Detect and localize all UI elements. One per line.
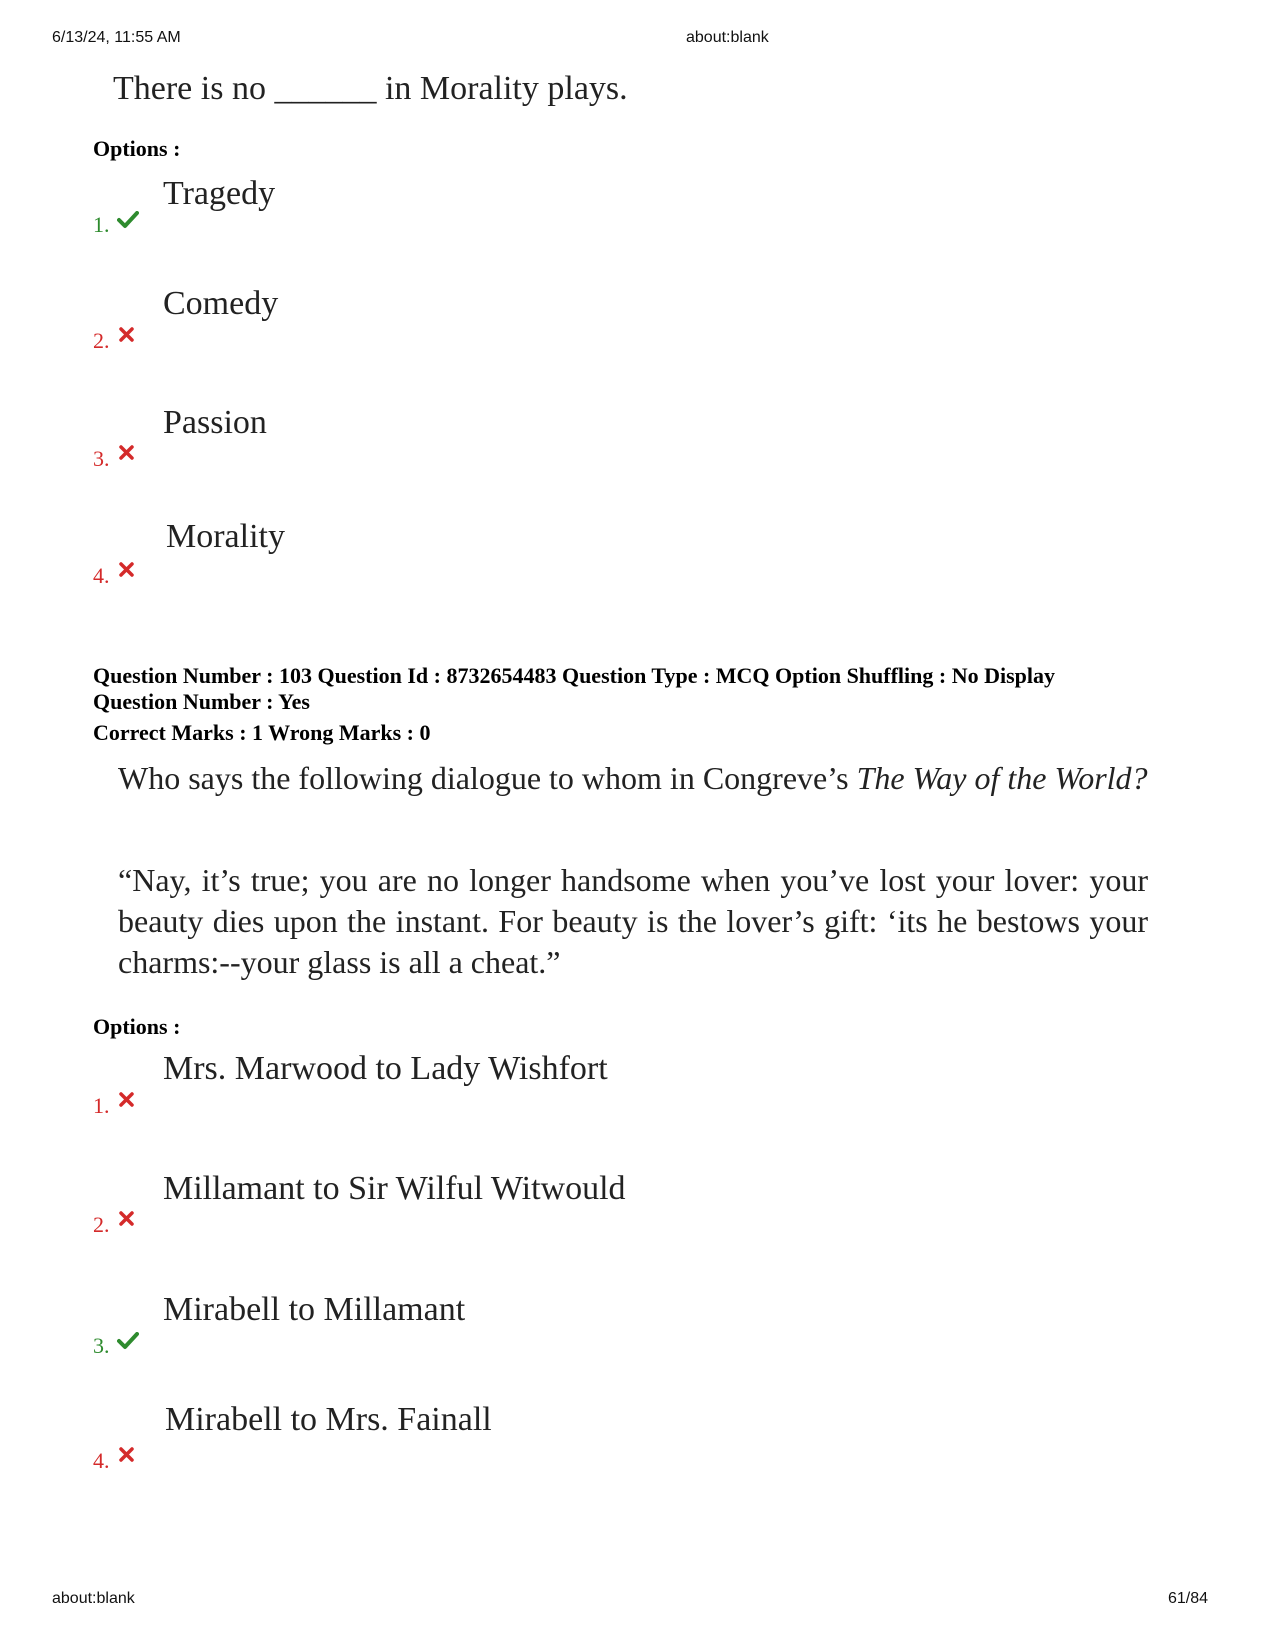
option-number: 1.	[93, 1093, 110, 1118]
stem-text-after: in Morality plays.	[376, 70, 628, 107]
option-text: Passion	[163, 404, 267, 441]
option-number: 3.	[93, 1333, 110, 1358]
option-text: Comedy	[163, 285, 279, 322]
prompt-title-italic: The Way of the World?	[856, 760, 1148, 796]
print-datetime: 6/13/24, 11:55 AM	[52, 29, 181, 46]
question-meta-line1: Question Number : 103 Question Id : 8732654483 Question Type : MCQ Option Shuffling : No Display	[93, 663, 1056, 688]
cross-icon	[119, 327, 134, 342]
check-icon	[117, 211, 139, 229]
option-number: 1.	[93, 212, 110, 237]
cross-icon	[119, 445, 134, 460]
option-number: 4.	[93, 1448, 110, 1473]
option-number: 2.	[93, 328, 110, 353]
page-number: 61/84	[1168, 1590, 1209, 1607]
option-text: Mirabell to Mrs. Fainall	[165, 1401, 492, 1438]
check-icon	[117, 1332, 139, 1350]
prompt-text: Who says the following dialogue to whom in Congreve’s	[118, 760, 857, 796]
options-label: Options :	[93, 136, 181, 161]
cross-icon	[119, 1211, 134, 1226]
print-url: about:blank	[686, 29, 769, 46]
stem-text-before: There is no	[113, 70, 275, 107]
options-label: Options :	[93, 1014, 181, 1039]
question-prompt	[118, 758, 1148, 799]
cross-icon	[119, 562, 134, 577]
question-marks: Correct Marks : 1 Wrong Marks : 0	[93, 720, 431, 745]
question-stem	[113, 70, 628, 108]
option-text: Mrs. Marwood to Lady Wishfort	[163, 1050, 608, 1087]
question-meta-line2: Question Number : Yes	[93, 689, 310, 714]
option-text: Morality	[166, 518, 285, 555]
stem-blank: ______	[274, 70, 377, 107]
footer-url: about:blank	[52, 1590, 135, 1607]
cross-icon	[119, 1092, 134, 1107]
cross-icon	[119, 1447, 134, 1462]
option-number: 4.	[93, 563, 110, 588]
option-text: Mirabell to Millamant	[163, 1291, 466, 1328]
option-number: 2.	[93, 1212, 110, 1237]
option-text: Tragedy	[163, 175, 276, 212]
question-quote: “Nay, it’s true; you are no longer handsome when you’ve lost your lover: your beauty dies upon the instant. For beauty is the lover’s gift: ‘its he bestows your charms:--your glass is all a cheat.”	[118, 862, 1148, 980]
option-text: Millamant to Sir Wilful Witwould	[163, 1170, 626, 1207]
option-number: 3.	[93, 446, 110, 471]
